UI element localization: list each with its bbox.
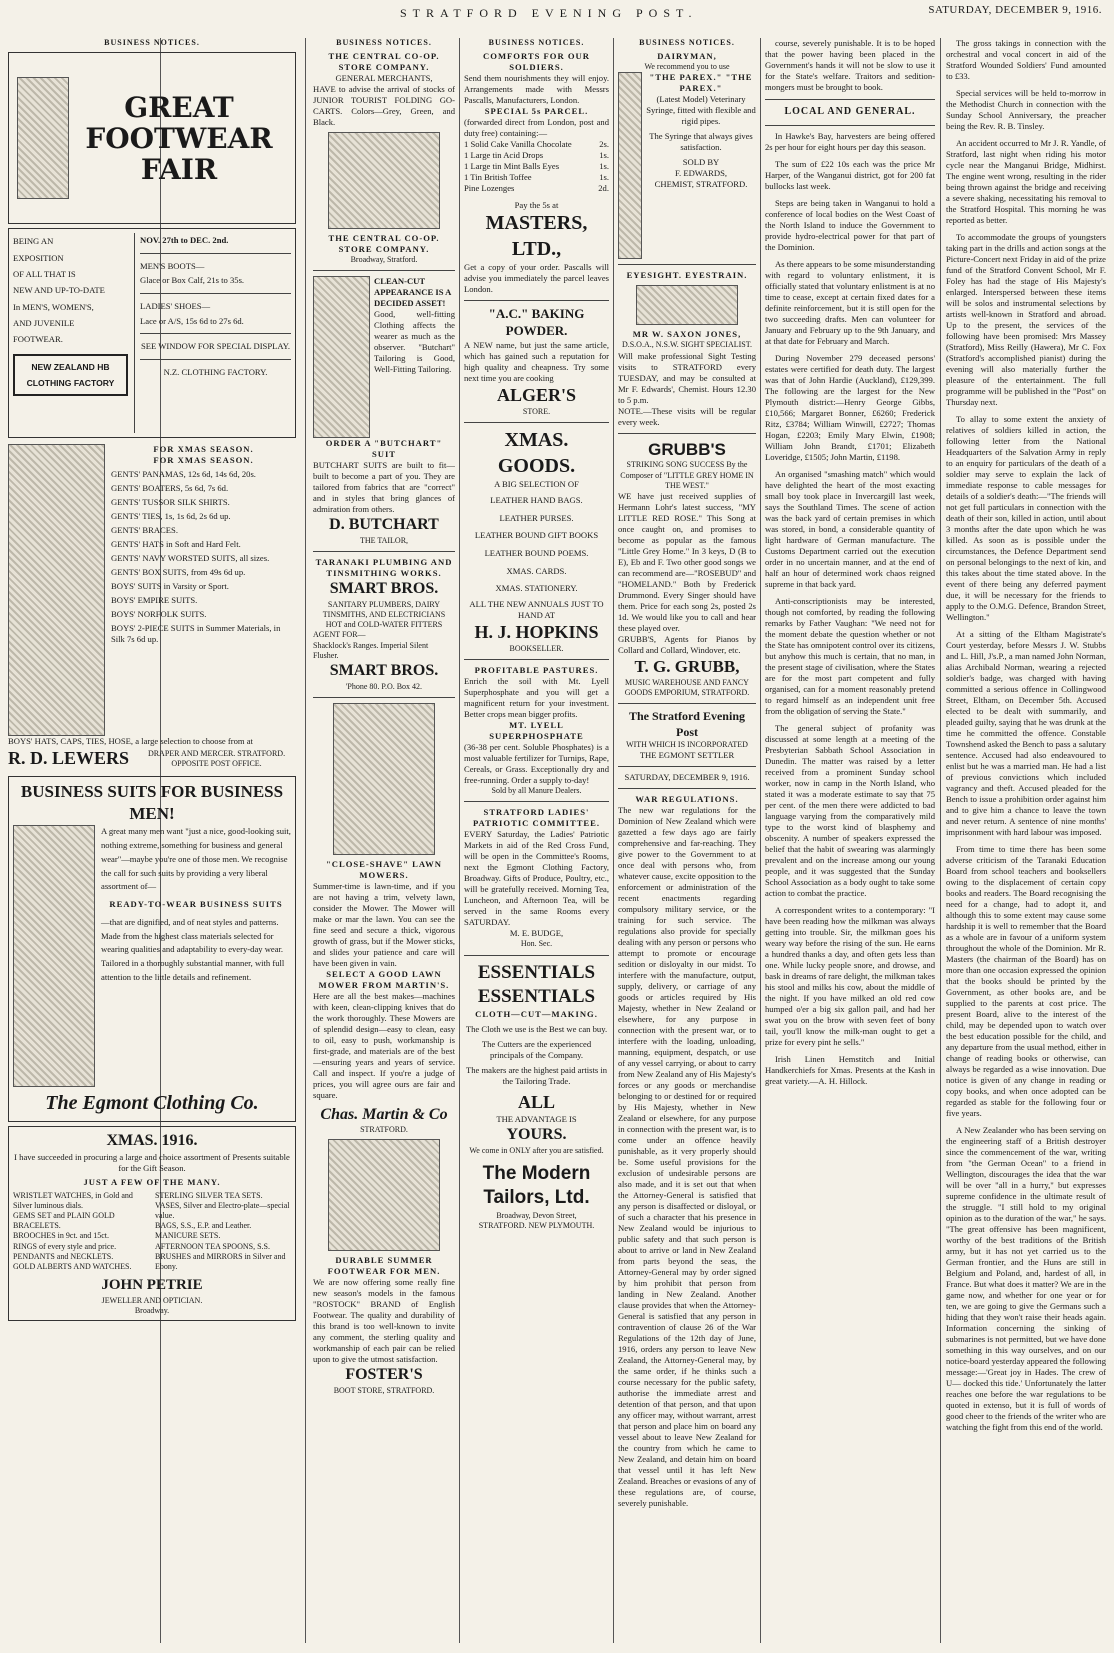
coop-text: HAVE to advise the arrival of stocks of JUNIOR TOURIST FOLDING GO-CARTS. Colors—Grey, Green, and Black. xyxy=(313,84,455,128)
special-note: (forwarded direct from London, post and duty free) containing:— xyxy=(464,117,609,139)
lewers-item: GENTS' BRACES. xyxy=(111,525,178,536)
hb-logo: NEW ZEALAND HB CLOTHING FACTORY xyxy=(13,354,128,397)
ac-text: A NEW name, but just the same article, which has gained such a reputation for high quality and cheapness. Try some next time you are cooking xyxy=(464,339,609,383)
parcel-item-price: 1s. xyxy=(599,172,609,183)
parcel-item-name: 1 Solid Cake Vanilla Chocolate xyxy=(464,139,572,150)
masthead-date: SATURDAY, DECEMBER 9, 1916. xyxy=(928,4,1102,16)
xmas-1916-title: XMAS. 1916. xyxy=(106,1132,198,1150)
smart-phone: 'Phone 80. P.O. Box 42. xyxy=(345,681,423,691)
column-1 xyxy=(8,38,296,1643)
lewers-address: DRAPER AND MERCER. STRATFORD. OPPOSITE POST OFFICE. xyxy=(147,748,286,768)
durable-title: DURABLE SUMMER FOOTWEAR FOR MEN. xyxy=(327,1255,441,1277)
divider xyxy=(140,253,291,254)
fair-line: AND JUVENILE xyxy=(13,317,75,328)
parcel-item-name: 1 Tin British Toffee xyxy=(464,172,532,183)
divider xyxy=(618,788,756,789)
suit-illustration xyxy=(13,825,95,1087)
article-paragraph: From time to time there has been some adverse criticism of the Taranaki Education Board from school teachers and booksellers owing to the displacement of certain copy books and readers. The Board recognising the need for a change, had to adopt it, and although this to some extent may cause some hardship it is well to remember that the Board as a whole are in favour of a uniform system throughout the whole of the Dominion. Mr R. Masters (the chairman of the Board) has on more than one occasion expressed the opinion that the books should be printed by the Government, as other books are, and be supplied to the parents at cost price. The present Board, alive to the interest of the child, may be depended upon to watch over the best education possible for the child, and any departure from the usual method, either in change of reading books or otherwise, can always be regarded as a wise innovation. Due notice is given of any change in reading or copy books, and when once adopted can be regarded as stable for the following four or five years. xyxy=(946,844,1106,1118)
ladies-shoes-detail: Lace or A/S, 15s 6d to 27s 6d. xyxy=(140,315,244,326)
dairyman-heading: DAIRYMAN, xyxy=(657,51,717,62)
parcel-item-price: 1s. xyxy=(599,161,609,172)
paper-date: SATURDAY, DECEMBER 9, 1916. xyxy=(624,772,750,783)
article-paragraph: As there appears to be some misunderstanding with regard to voluntary enlistment, it is officially stated that voluntary enlistment is at no time to cease, except at certain fixed dates for a definite reinforcement, but it is still open for the two succeeding drafts. Men can volunteer for January and February up to the 9th January, and at that date for February and March. xyxy=(765,258,935,346)
article-paragraph: An organised "smashing match" which would have delighted the heart of the most exacting small boy took place in Invercargill last week, says the Southland Times. The scene of action was the back yard of certain premises in which was stored, in bond, a considerable quantity of light hardware of German manufacture. The Customs Department carried out the execution order in no uncertain manner, and at the end of half an hour of determined work chaos reigned supreme in that back yard. xyxy=(765,468,935,589)
smart-sub: SANITARY PLUMBERS, DAIRY TINSMITHS, AND ELECTRICIANS xyxy=(322,599,446,619)
saxon-name: MR W. SAXON JONES, xyxy=(632,329,742,340)
grubbs-text: WE have just received supplies of Hermann Lohr's latest success, "MY LITTLE RED ROSE." This Song at once caught on, and promises to become as popular as the famous "Little Grey Home." In 3 keys, D (B to E), Eb and F. Two other good songs we can recommend are—"ROSEBUD" and "HOMELAND." Both by Frederick Drummond. Every Singer should have them. Price for each song 2s, posted 2s 1d. We would like you to call and hear these played over. xyxy=(618,491,756,634)
section-header: BUSINESS NOTICES. xyxy=(639,38,735,47)
budge-name: M. E. BUDGE, xyxy=(509,928,564,939)
lewers-item: BOYS' 2-PIECE SUITS in Summer Materials, in Silk 7s 6d up. xyxy=(111,623,281,645)
parex-text: (Latest Model) Veterinary Syringe, fitted with flexible and rigid pipes. xyxy=(646,94,756,127)
gifts-left xyxy=(13,1191,149,1273)
lewers-item: GENTS' NAVY WORSTED SUITS, all sizes. xyxy=(111,553,270,564)
article-paragraph: To allay to some extent the anxiety of relatives of soldiers killed in action, the following letter from the National Headquarters of the Salvation Army in reply to an enquiry for particulars of the death of a soldier may serve to explain the lack of immediate response to cable messages for details of a soldier's death:—"The friends will not get full particulars in connection with the death of their son, killed in action, until about 3 months after the date upon which he was killed. As soon as is possible under the circumstances, the Defence Department send on personal belongings to the next of kin, and this takes about the time stated above. In the event of there being any deferred payment due, it will be necessary for the friends to apply to the O.M.G. Defence, Brandon Street, Wellington." xyxy=(946,414,1106,622)
business-suits-ad xyxy=(8,776,296,1122)
divider xyxy=(313,551,455,552)
gift-item: RINGS of every style and price. xyxy=(13,1241,117,1251)
order-suit: ORDER A "BUTCHART" SUIT xyxy=(325,438,443,460)
clean-cut-heading: CLEAN-CUT APPEARANCE IS A DECIDED ASSET! xyxy=(374,276,451,309)
coop2-location: Broadway, Stratford. xyxy=(350,255,418,265)
comforts-text: Send them nourishments they will enjoy. Arrangements made with Messrs Pascalls, Manufacturers, London. xyxy=(464,73,609,106)
xmas-goods-sub: A BIG SELECTION OF xyxy=(494,479,579,490)
tg-grubb-sub: MUSIC WAREHOUSE AND FANCY GOODS EMPORIUM, STRATFORD. xyxy=(624,677,750,698)
local-general-heading: LOCAL AND GENERAL. xyxy=(784,106,916,117)
fair-details xyxy=(8,228,296,438)
section-header: BUSINESS NOTICES. xyxy=(104,38,200,47)
gift-item: BAGS, S.S., E.P. and Leather. xyxy=(155,1221,252,1231)
algers-sub: STORE. xyxy=(522,406,551,416)
column-2 xyxy=(313,38,455,1643)
special-parcel: SPECIAL 5s PARCEL. xyxy=(484,106,589,117)
essentials-heading: ESSENTIALS xyxy=(477,961,596,983)
parcel-item-name: Pine Lozenges xyxy=(464,183,515,194)
fair-title: GREAT FOOTWEAR FAIR xyxy=(85,91,273,186)
mens-boots-label: MEN'S BOOTS— xyxy=(140,260,205,271)
cloth-heading: CLOTH—CUT—MAKING. xyxy=(475,1009,598,1020)
gift-item: WRISTLET WATCHES, in Gold and Silver luminous dials. xyxy=(13,1190,133,1210)
committee-title: STRATFORD LADIES' PATRIOTIC COMMITTEE. xyxy=(472,807,601,829)
column-5 xyxy=(765,38,935,1643)
parcel-item xyxy=(464,139,609,150)
lewers-items xyxy=(111,469,296,645)
yours-heading: YOURS. xyxy=(506,1126,567,1144)
mens-boots-detail: Glace or Box Calf, 21s to 35s. xyxy=(140,275,245,286)
goods-item: LEATHER BOUND GIFT BOOKS xyxy=(474,530,599,541)
spectacles-illustration xyxy=(636,285,738,325)
gift-item: MANICURE SETS. xyxy=(155,1231,221,1241)
martin-location: STRATFORD. xyxy=(360,1125,408,1135)
lewers-name: R. D. LEWERS xyxy=(8,748,130,769)
suits-body xyxy=(13,825,291,1087)
smart-bros-name: SMART BROS. xyxy=(329,580,439,598)
petrie-location: Broadway. xyxy=(134,1305,170,1315)
settler-label: THE EGMONT SETTLER xyxy=(639,750,735,761)
suits-copy: A great many men want "just a nice, good-looking suit, nothing extreme, something for business and general wear"—maybe you're one of those men. We recognise the call for such suits by providing a very liberal assortment of— xyxy=(101,826,291,892)
cloth-text: The Cloth we use is the Best we can buy. xyxy=(465,1024,608,1035)
nz-factory: N.Z. CLOTHING FACTORY. xyxy=(163,366,268,377)
committee-text: EVERY Saturday, the Ladies' Patriotic Markets in aid of the Red Cross Fund, will be open in the Committee's Rooms, next the Egmont Clothing Factory, Broadway. Gifts of Produce, Poultry, etc., will be gratefully received. Morning Tea, Luncheon, and Afternoon Tea, will be served in the same Rooms every SATURDAY. xyxy=(464,829,609,928)
gift-lists xyxy=(13,1191,291,1273)
gift-item: BROOCHES in 9ct. and 15ct. xyxy=(13,1231,109,1241)
pastures-text: Enrich the soil with Mt. Lyell Superphosphate and you will get a magnificent return for your investment. Better crops mean bigger profits. xyxy=(464,676,609,720)
divider xyxy=(618,433,756,434)
divider xyxy=(765,99,935,100)
column-rule xyxy=(760,38,761,1643)
suits-copy-2: —that are dignified, and of neat styles and patterns. Made from the highest class materials selected for wearing qualities and adaptability to every-day wear. Tailored in a thoroughly substantial manner, with full attention to the little details and refinement. xyxy=(101,916,285,982)
chemist-label: CHEMIST, STRATFORD. xyxy=(654,179,748,190)
parcel-item-price: 2d. xyxy=(598,183,609,194)
paper-title: The Stratford Evening Post xyxy=(628,709,745,739)
divider xyxy=(140,293,291,294)
eyesight-heading: EYESIGHT. EYESTRAIN. xyxy=(626,270,748,281)
manure-label: Sold by all Manure Dealers. xyxy=(491,786,582,796)
fair-line: BEING AN xyxy=(13,236,54,247)
goods-item: LEATHER PURSES. xyxy=(499,512,574,523)
divider xyxy=(464,659,609,660)
column-rule xyxy=(940,38,941,1643)
divider xyxy=(618,264,756,265)
smart-fitters: HOT and COLD-WATER FITTERS xyxy=(325,620,443,630)
fair-line: NEW AND UP-TO-DATE xyxy=(13,285,105,296)
parex-copy xyxy=(646,72,756,259)
tg-grubb-name: T. G. GRUBB, xyxy=(634,657,740,677)
lewers-item: BOYS' NORFOLK SUITS. xyxy=(111,609,207,620)
hopkins-name: H. J. HOPKINS xyxy=(474,621,599,642)
parcel-item xyxy=(464,161,609,172)
masthead xyxy=(0,0,1114,26)
syringe-illustration xyxy=(618,72,642,259)
xmas-goods-title: XMAS. GOODS. xyxy=(497,428,576,477)
column-4 xyxy=(618,38,756,1643)
article-paragraph: An accident occurred to Mr J. R. Yandle, of Stratford, last night when riding his motor cycle near the Manganui Bridge, Midhirst. The engine went wrong, resulting in the rider being thrown against the bridge and receiving a severe shaking, necessitating his removal to the Stratford Hospital. This morning he was reported as better. xyxy=(946,138,1106,225)
recommend-label: We recommend you to use xyxy=(644,62,730,72)
all-heading: ALL xyxy=(517,1092,555,1113)
martin-logo: Chas. Martin & Co xyxy=(320,1105,448,1123)
divider xyxy=(618,766,756,767)
lewers-item: BOYS' EMPIRE SUITS. xyxy=(111,595,198,606)
column-3 xyxy=(464,38,609,1643)
war-regulations-text: The new war regulations for the Dominion of New Zealand which were gazetted a few days ago are fairly comprehensive and far-reaching. They give power to the Government to at once deal with persons who, from whatever cause, excite opposition to the enforcement or administration of the recent enactments regarding compulsory military service, or the training for such service. The regulations also provide for specially dealing with any person or persons who attempt to promote or encourage sedition or disloyalty in our midst. To interfere with the manufacture, output, supply, delivery, or carriage of any goods or articles required by His Majesty, whether in New Zealand or elsewhere, for any purpose in connection with the present war, or to interfere with the loading, unloading, manning, equipment, despatch, or use of any vessel carrying, or about to carry from New Zealand any of His Majesty's forces or any goods or merchandise belonging to or destined for or required by His Majesty, whether in New Zealand or elsewhere, for any purpose in connection with the present war, is to come under an offence heavily punishable, as it very properly should be. Some useful provisions for the exclusion of undesirable persons are also made, and it is set out that when the Attorney-General is satisfied that any person is disaffected or disloyal, or of such a character that his presence in New Zealand would be injurious to public safety and that such person is about to arrive or land in New Zealand from parts beyond the seas, the Attorney-General may by order signed by him prohibit that person from landing in New Zealand. Another clause provides that when the Attorney-General is satisfied that any person in contravention of clause 26 of the War Regulations of the 12th day of June, 1916, orders any person to leave New Zealand, the Attorney-General may, by the same order, if he thinks such a course necessary for the public safety, authorise the immediate arrest and detention of that person, and that upon any officer may, without warrant, arrest that person and place him on board any vessel about to leave New Zealand for the country from which he came to New Zealand, and detain him on board that vessel until it has left New Zealand. Breaches or evasions of any of these regulations are, of course, severely punishable. xyxy=(618,805,756,1509)
select-mower: SELECT A GOOD LAWN MOWER FROM MARTIN'S. xyxy=(318,968,450,990)
mowers-text: Summer-time is lawn-time, and if you are not having a trim, velvety lawn, consider the Mower. The Mower will make or mar the lawn. You can see the fine seed and secure a thick, vigorous growth of grass, but if the Mower sticks, and slides your patience and care will have been given in vain. xyxy=(313,880,455,968)
divider xyxy=(464,300,609,301)
article-paragraph: course, severely punishable. It is to be hoped that the power having been placed in the Government's hands it will not be slow to use it for the State's welfare. Traitors and sedition-mongers must be brought to book. xyxy=(765,38,935,92)
come-label: We come in ONLY after you are satisfied. xyxy=(469,1145,604,1155)
clean-cut-text: Good, well-fitting Clothing affects the wearer as much as the observer. "Butchart" Tailoring is Good, Well-Fitting Tailoring. xyxy=(374,309,455,375)
article-paragraph: At a sitting of the Eltham Magistrate's Court yesterday, before Messrs J. W. Stubbs and L. Hill, J's.P., a man named John Norman, alias Archibald Norman, wearing a rejected soldier's badge, was charged with having committed a serious offence in Collingwood Street, Eltham, on December 5th. Accused elected to be dealt with summarily, and pleaded guilty, saying that he was drunk at the time he committed the offence. Constable Townshend asked the Bench to pass a salutary sentence. Accused had also endeavoured to enlist but he was a married man. He had a list of previous convictions which included vagrancy and theft. Accused pleaded for the Bench to issue a prohibition order against him and to give him a chance to leave the town and never return. A sentence of nine months' imprisonment with hard labour was imposed. xyxy=(946,629,1106,837)
parcel-item xyxy=(464,150,609,161)
fosters-name: FOSTER'S xyxy=(345,1366,423,1384)
ready-to-wear: READY-TO-WEAR BUSINESS SUITS xyxy=(109,899,283,910)
gift-item: AFTERNOON TEA SPOONS, S.S. xyxy=(155,1241,270,1251)
parcel-item xyxy=(464,172,609,183)
mowers-title: "CLOSE-SHAVE" LAWN MOWERS. xyxy=(326,858,442,880)
section-header: BUSINESS NOTICES. xyxy=(488,38,585,47)
boot-illustration-2 xyxy=(328,1139,440,1251)
saxon-sub: D.S.O.A., N.S.W. SIGHT SPECIALIST. xyxy=(621,340,753,350)
lewers-item: GENTS' TUSSOR SILK SHIRTS. xyxy=(111,497,230,508)
annuals-label: ALL THE NEW ANNUALS JUST TO HAND AT xyxy=(469,598,604,620)
article-paragraph: The general subject of profanity was discussed at some length at a meeting of the Presbyterian Sabbath School Association in Dunedin. The matter was raised by a letter received from a prominent Sunday school worker, now in camp in the North Island, who stated it was a moderate estimate to say that 75 per cent. of the men there were addicted to bad language varying from the comparatively mild type to the worst kind of blasphemy and obscenity. A number of speakers expressed the belief that the habit of swearing was alarmingly prevalent and on the increase among our young people, and it was suggested that the Sunday School Association as a body ought to take some action to combat the practice. xyxy=(765,722,935,898)
fair-line: FOOTWEAR. xyxy=(13,334,63,345)
comforts-title: COMFORTS FOR OUR SOLDIERS. xyxy=(483,51,590,73)
fair-line: EXPOSITION xyxy=(13,252,64,263)
fair-prices xyxy=(134,233,291,433)
fair-line: OF ALL THAT IS xyxy=(13,268,76,279)
advantage-label: THE ADVANTAGE IS xyxy=(496,1114,577,1125)
lewers-ad xyxy=(8,444,296,736)
column-rule xyxy=(459,38,460,1643)
parcel-item-price: 1s. xyxy=(599,150,609,161)
modern-location-2: STRATFORD. NEW PLYMOUTH. xyxy=(478,1220,595,1230)
column-rule xyxy=(613,38,614,1643)
lawn-mower-illustration xyxy=(333,703,435,855)
article-paragraph: The sum of £22 10s each was the price Mr Harper, of the Wanganui district, got for 200 fat bullocks last week. xyxy=(765,158,935,191)
divider xyxy=(464,955,609,956)
footwear-fair-ad xyxy=(8,52,296,224)
saxon-text: Will make professional Sight Testing visits to STRATFORD every TUESDAY, and may be consulted at Mr F. Edwards', Chemist. Hours 12.30 to 5 p.m. xyxy=(618,350,756,405)
divider xyxy=(464,422,609,423)
taranaki-heading: TARANAKI PLUMBING AND TINSMITHING WORKS. xyxy=(315,557,453,579)
article-paragraph: Special services will be held to-morrow in the Methodist Church in connection with the Sunday School Anniversary, the preacher being the Rev. R. B. Tinsley. xyxy=(946,88,1106,131)
hats-illustration xyxy=(8,444,105,736)
gift-item: GOLD ALBERTS AND WATCHES. xyxy=(13,1262,132,1272)
divider xyxy=(140,333,291,334)
parcel-list xyxy=(464,139,609,194)
hopkins-sub: BOOKSELLER. xyxy=(509,643,564,653)
edwards-name: F. EDWARDS, xyxy=(674,168,728,179)
lewers-item: BOYS' SUITS in Varsity or Sport. xyxy=(111,581,229,592)
gift-item: BRUSHES and MIRRORS in Silver and Ebony. xyxy=(155,1251,286,1272)
fosters-sub: BOOT STORE, STRATFORD. xyxy=(333,1385,435,1395)
masters-text: Get a copy of your order. Pascalls will advise you immediately the parcel leaves London. xyxy=(464,262,609,295)
boot-illustration xyxy=(17,77,69,199)
article-paragraph: In Hawke's Bay, harvesters are being offered 2s per hour for eight hours per day this season. xyxy=(765,130,935,152)
agent-label: AGENT FOR— xyxy=(313,630,366,640)
lewers-list xyxy=(111,444,296,736)
xmas-season-heading: FOR XMAS SEASON. xyxy=(153,444,254,455)
war-regulations-heading: WAR REGULATIONS. xyxy=(635,794,739,805)
goods-item: LEATHER BOUND POEMS. xyxy=(484,547,589,558)
boys-hats: BOYS' HATS, CAPS, TIES, HOSE, a large selection to choose from at xyxy=(8,736,253,747)
article-paragraph: The gross takings in connection with the orchestral and vocal concert in aid of the Stratford Wounded Soldiers' Fund amounted to £33. xyxy=(946,38,1106,81)
smart-bros-name-2: SMART BROS. xyxy=(329,662,439,680)
divider xyxy=(618,703,756,704)
grubbs-agents: GRUBB'S, Agents for Pianos by Collard and Collard, Windover, etc. xyxy=(618,634,756,656)
ladies-shoes-label: LADIES' SHOES— xyxy=(140,301,211,312)
goods-item: LEATHER HAND BAGS. xyxy=(490,495,583,506)
masters-name: MASTERS, LTD., xyxy=(485,212,588,260)
paper-masthead-title: STRATFORD EVENING POST. xyxy=(400,6,698,20)
cloth-text: The Cutters are the experienced principals of the Company. xyxy=(481,1039,592,1061)
pay-label: Pay the 5s at xyxy=(514,200,559,211)
man-illustration xyxy=(313,276,370,438)
grubbs-sub: STRIKING SONG SUCCESS By the Composer of "LITTLE GREY HOME IN THE WEST." xyxy=(620,460,754,490)
article-paragraph: Steps are being taken in Wanganui to hold a conference of local bodies on the West Coast of the North Island to induce the Government to provide hydro-electrical power for that part of the Dominion. xyxy=(765,197,935,252)
divider xyxy=(765,125,935,126)
article-paragraph: Anti-conscriptionists may be interested, though not comforted, by reading the following remarks by Father Vaughan: "We need not for the moment debate the question whether or not the State has omnipotent control over its citizens, but anyhow this much is certain, that no man, in the present stage of civilisation, where the States are for the most part competent and fully organised, can for a moment reasonably pretend to regard himself as an independent unit free from the obligation of serving the State." xyxy=(765,595,935,716)
pastures-title: PROFITABLE PASTURES. xyxy=(474,665,599,676)
lewers-item: GENTS' BOATERS, 5s 6d, 7s 6d. xyxy=(111,483,229,494)
article-paragraph: A New Zealander who has been serving on the engineering staff of a British destroyer since the commencement of the war, writing from "the German Ocean" to a friend in Wellington, discourages the idea that the war will be over "all in a hurry," but expresses supreme confidence in the ultimate result of the struggle. "I still hold to my original opinion as to the duration of the war," he says. "The great offensive has been magnificent, worthy of the best traditions of the British army, but it has not yet carried us to the German frontier, and the Huns are still in Belgium and Poland, and, hardest of all, in France. But what does it matter? We are in the game now, and whether for one year or for ten, we are going to give the Germans such a hiding that they won't raise their heads again. Information concerning the sinking of submarines is not permitted, but we have done something in this way ourselves, and on our notice-board yesterday appeared the following message:—'Great joy in Hades. The crew of U— docked this tide.' Unfortunately the latter reaches one before the war regulations to be quoted in extenso, but it is full of words of good cheer to the friends of the writer who are watching the fight from this end of the world. xyxy=(946,1125,1106,1432)
agent-items: Shacklock's Ranges. Imperial Silent Flusher. xyxy=(313,640,429,660)
goods-item: XMAS. CARDS. xyxy=(506,565,567,576)
article-paragraph: Irish Linen Hemstitch and Initial Handkerchiefs for Xmas. Presents at the Kash in great variety.—A. H. Hillock. xyxy=(765,1053,935,1086)
lewers-item: GENTS' HATS in Soft and Hard Felt. xyxy=(111,539,241,550)
saxon-note: NOTE.—These visits will be regular every week. xyxy=(618,405,756,427)
syringe-note: The Syringe that always gives satisfaction. xyxy=(649,131,753,153)
xmas-season-heading: FOR XMAS SEASON. xyxy=(153,455,254,466)
gift-item: STERLING SILVER TEA SETS. xyxy=(155,1190,263,1200)
article-paragraph: During November 279 deceased persons' estates were certified for death duty. The largest was that of John Hardie (Auckland), £129,399. The following are the largest for the New Plymouth district:—Henry George Gibbs, £10,566; Margaret Bonner, £6260; Frederick Ritz, £3784; William Winwill, £2727; Thomas Hogan, £2203; Emily Mary Elwin, £1908; William John Brandt, £1701; Elizabeth Loveridge, £1505; John Martin, £1198. xyxy=(765,352,935,462)
fair-dates: NOV. 27th to DEC. 2nd. xyxy=(140,235,229,246)
select-mower-text: Here are all the best makes—machines with keen, clean-clipping knives that do the work thoroughly. These Mowers are of splendid design—easy to clean, easy to oil, easy to push, workmanship is first-grade, and materials are of the best—ensuring years and years of service. Call and inspect. If you're a judge of prices, you will agree ours are fair and square. xyxy=(313,990,455,1100)
see-window: SEE WINDOW FOR SPECIAL DISPLAY. xyxy=(140,341,291,352)
gifts-right xyxy=(155,1191,291,1273)
grubbs-name: GRUBB'S xyxy=(648,439,726,459)
fair-intro xyxy=(13,233,128,433)
divider xyxy=(464,801,609,802)
lewers-item: GENTS' BOX SUITS, from 49s 6d up. xyxy=(111,567,246,578)
modern-location: Broadway, Devon Street, xyxy=(496,1210,577,1220)
parcel-item xyxy=(464,183,609,194)
butchart-copy xyxy=(374,276,455,438)
cloth-text: The makers are the highest paid artists in the Tailoring Trade. xyxy=(465,1065,608,1087)
sold-by: SOLD BY xyxy=(682,157,720,168)
petrie-sub: JEWELLER AND OPTICIAN. xyxy=(101,1295,203,1305)
durable-text: We are now offering some really fine new season's models in the famous "ROSTOCK" BRAND of English Footwear. The quality and durability of this brand is too well-known to invite any comment, the sterling quality and workmanship of each pair can be relied upon to give the utmost satisfaction. xyxy=(313,1277,455,1365)
article-paragraph: A correspondent writes to a contemporary: "I have been reading how the milkman was always getting into trouble. Sir, the milkman goes his weary way before the rising of the sun. He earns a hundred thanks a day, and often gets less than one. While lucky people snore, and drowse, and bask in dreams of rare delight, the milkman takes his stool and milks his cow, about the middle of the night. If you have milked an old red cow humped o'er a big six gallon pail, and had her swat you on the brow with seven feet of bony tail, you'll know the milk-man ought to get a prize for every pint he sells." xyxy=(765,904,935,1047)
butchart-ad xyxy=(313,276,455,438)
modern-tailors-name: The Modern Tailors, Ltd. xyxy=(482,1162,591,1209)
gift-item: GEMS SET and PLAIN GOLD BRACELETS. xyxy=(13,1210,115,1231)
ac-title: "A.C." BAKING POWDER. xyxy=(488,306,585,339)
butchart-name: D. BUTCHART xyxy=(329,516,439,534)
parex-name: "THE PAREX." "THE PAREX." xyxy=(649,72,753,94)
coop-title: THE CENTRAL CO-OP. STORE COMPANY. xyxy=(328,51,440,73)
go-cart-illustration xyxy=(328,132,440,229)
coop-sub: GENERAL MERCHANTS, xyxy=(335,73,433,84)
goods-item: XMAS. STATIONERY. xyxy=(495,583,578,594)
essentials-heading-2: ESSENTIALS xyxy=(477,985,596,1007)
column-rule xyxy=(305,38,306,1643)
divider xyxy=(313,270,455,271)
parex-ad xyxy=(618,72,756,259)
mtlyell-text: (36-38 per cent. Soluble Phosphates) is a most valuable fertilizer for Turnips, Rape, Cereals, or Grass. Exceptionally dry and free-running. Order a supply to-day! xyxy=(464,742,609,786)
fair-line: In MEN'S, WOMEN'S, xyxy=(13,301,94,312)
just-a-few: JUST A FEW OF THE MANY. xyxy=(83,1176,221,1187)
article-paragraph: To accommodate the groups of youngsters taking part in the drills and action songs at the Picture-Concert next Friday in aid of the prize fund of the Stratford Convent School, Mr F. Foley has had the stage of His Majesty's enlarged. Interspersed between these items will be solos and instrumental selections by artists well-known in Stratford and abroad. Up to the present, the services of the following have been promised: Mrs Massey (Stratford), Miss Reilly (Hawera), Mr C. Fox (Stratford's accomplished pianist) during the evening will also materially further the pleasure of the entertainment. The full programme will be published in the "Post" on Thursday next. xyxy=(946,232,1106,407)
gift-item: VASES, Silver and Electro-plate—special value. xyxy=(155,1200,290,1220)
suits-text xyxy=(101,825,291,1087)
xmas-1916-text: I have succeeded in procuring a large and choice assortment of Presents suitable for the Gift Season. xyxy=(14,1151,290,1173)
divider xyxy=(140,359,291,360)
section-header: BUSINESS NOTICES. xyxy=(336,38,432,47)
parcel-item-name: 1 Large tin Acid Drops xyxy=(464,150,544,161)
lewers-item: GENTS' TIES, 1s, 1s 6d, 2s 6d up. xyxy=(111,511,231,522)
order-suit-text: BUTCHART SUITS are built to fit—built to become a part of you. They are tailored from fabrics that are "correct" and in styles that bring glances of admiration from others. xyxy=(313,460,455,515)
suits-title: BUSINESS SUITS FOR BUSINESS MEN! xyxy=(20,782,284,824)
gift-item: PENDANTS and NECKLETS. xyxy=(13,1251,114,1261)
paper-sub: WITH WHICH IS INCORPORATED xyxy=(626,740,748,750)
coop2-title: THE CENTRAL CO-OP. STORE COMPANY. xyxy=(328,233,440,255)
butchart-sub: THE TAILOR, xyxy=(359,535,409,545)
column-6 xyxy=(946,38,1106,1643)
parcel-item-price: 2s. xyxy=(599,139,609,150)
egmont-logo: The Egmont Clothing Co. xyxy=(45,1092,259,1115)
divider xyxy=(313,697,455,698)
budge-sub: Hon. Sec. xyxy=(520,939,553,949)
mtlyell-title: MT. LYELL SUPERPHOSPHATE xyxy=(489,720,584,742)
lewers-footer xyxy=(8,747,296,770)
lewers-item: GENTS' PANAMAS, 12s 6d, 14s 6d, 20s. xyxy=(111,469,256,480)
petrie-ad xyxy=(8,1126,296,1321)
parcel-item-name: 1 Large tin Mint Balls Eyes xyxy=(464,161,560,172)
algers-name: ALGER'S xyxy=(496,384,577,405)
petrie-name: JOHN PETRIE xyxy=(101,1277,203,1294)
goods-list xyxy=(464,493,609,596)
